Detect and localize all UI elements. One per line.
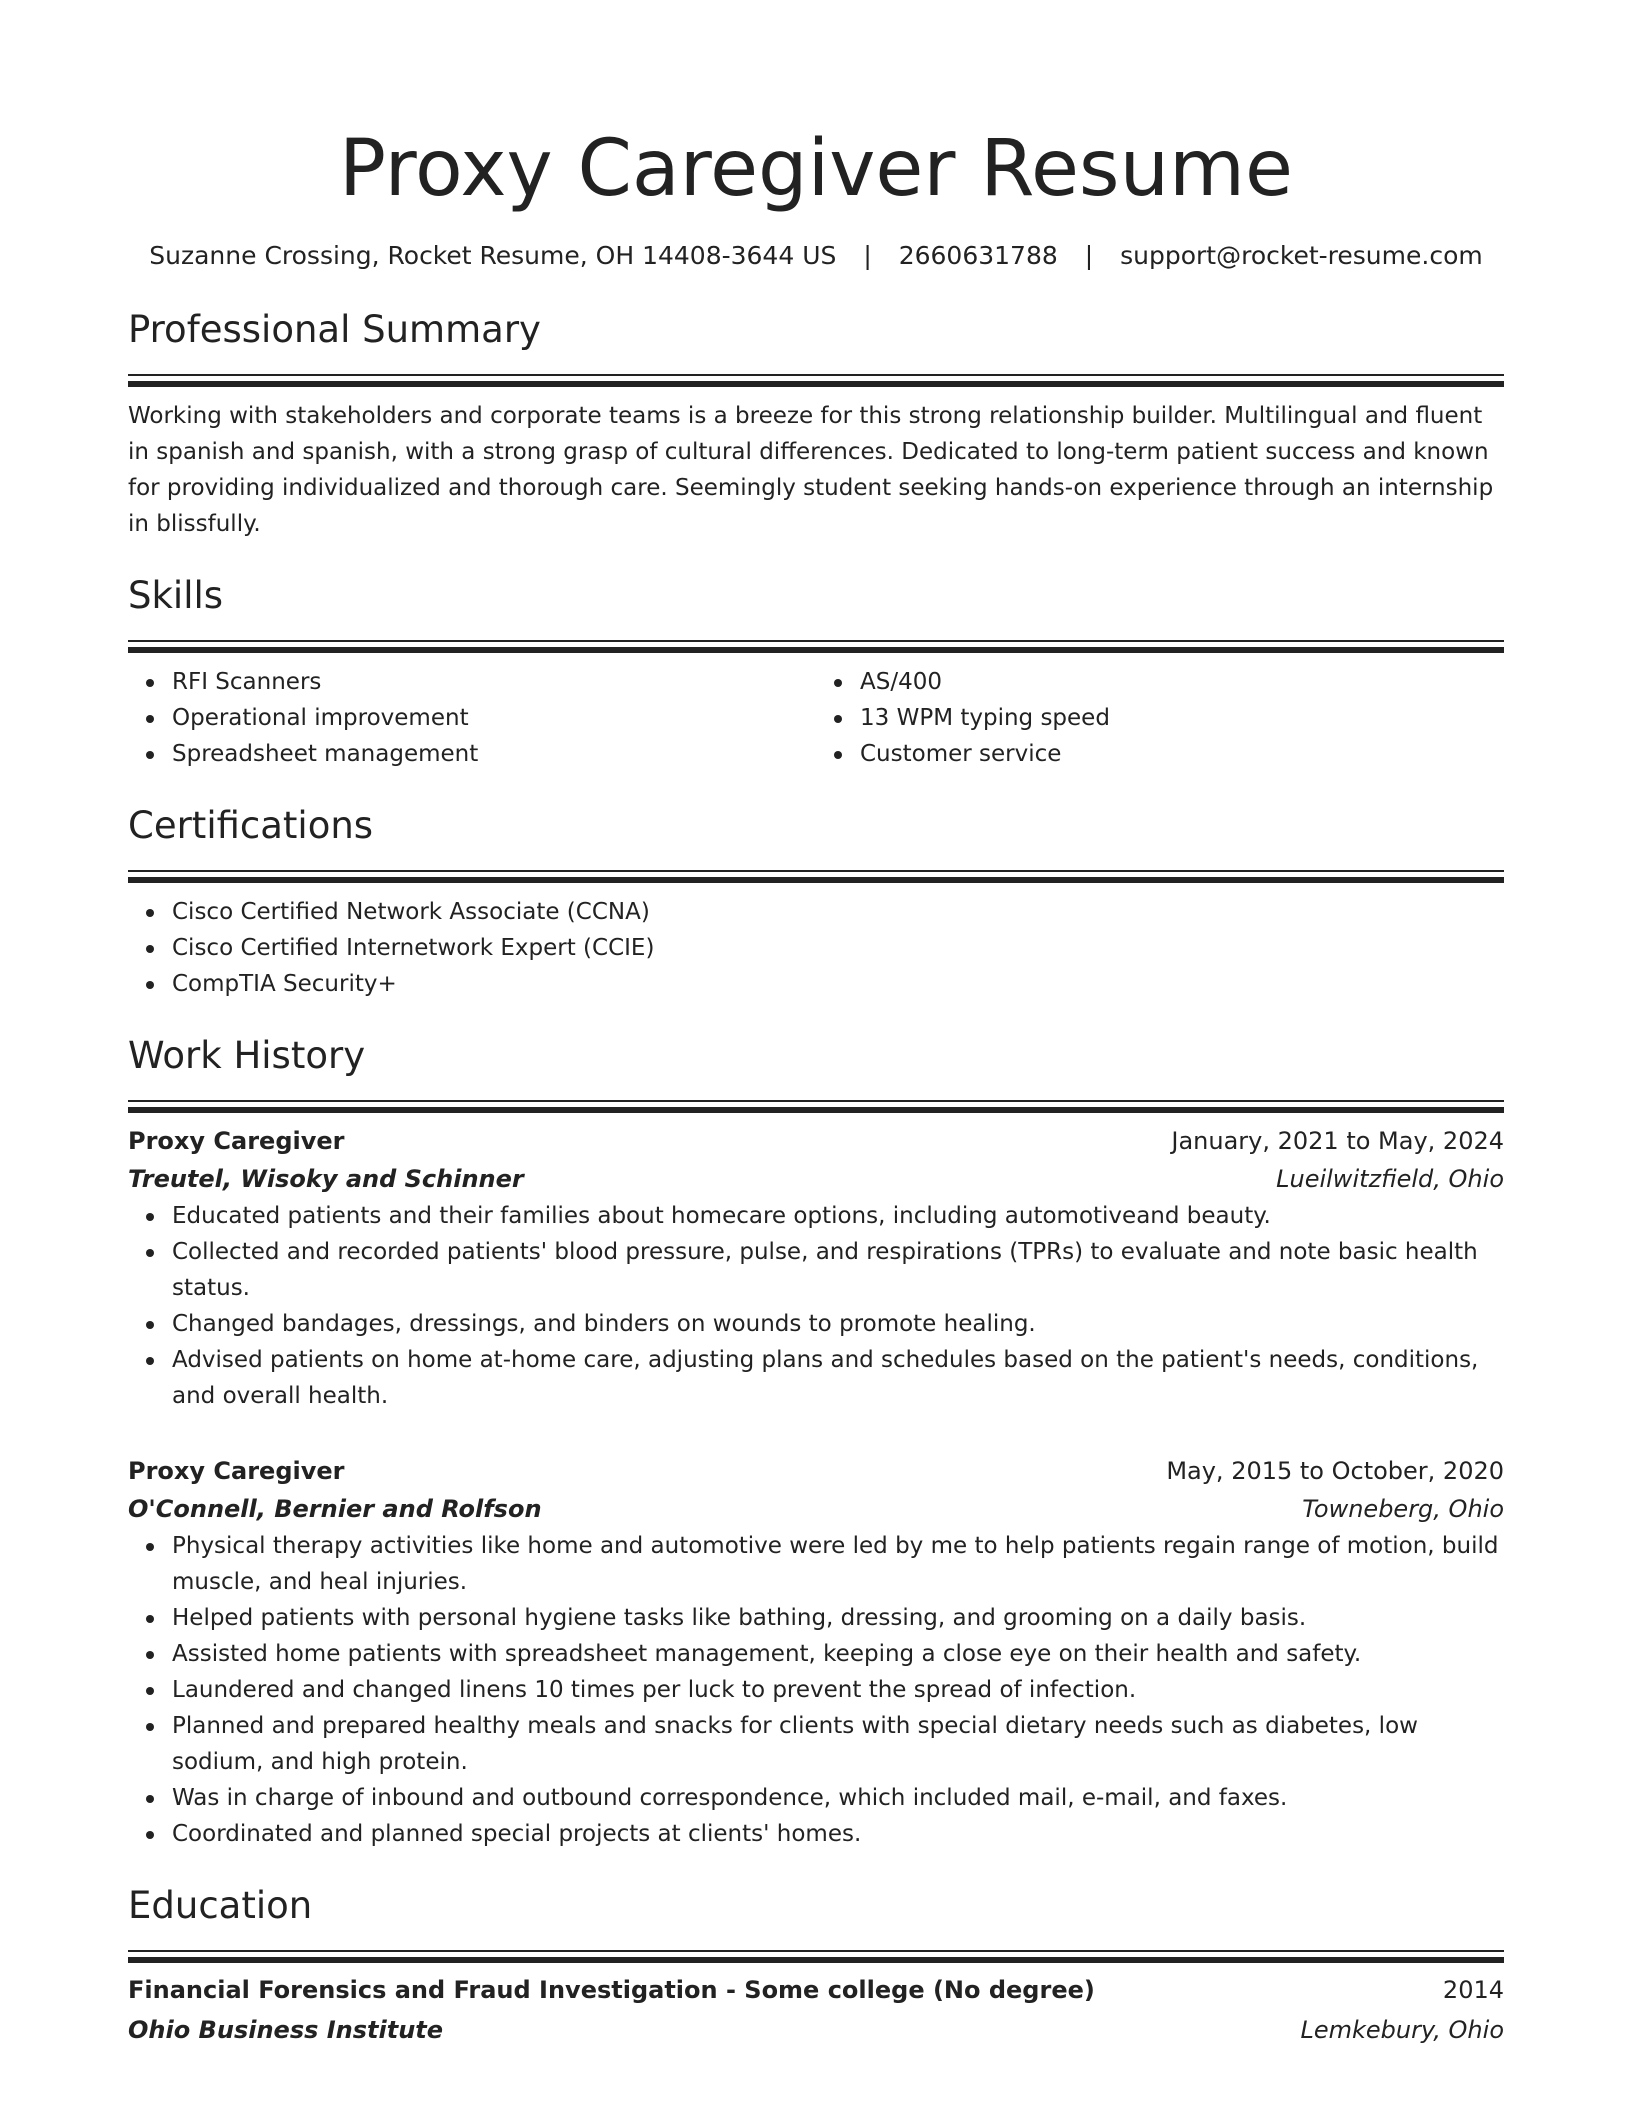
skill-item: AS/400: [860, 664, 1504, 700]
skill-item: 13 WPM typing speed: [860, 700, 1504, 736]
skill-item: Operational improvement: [172, 700, 816, 736]
contact-address: Suzanne Crossing, Rocket Resume, OH 14408-3644 US: [149, 241, 837, 270]
summary-section: [128, 306, 1504, 542]
contact-line: [128, 238, 1504, 274]
job-dates: January, 2021 to May, 2024: [1171, 1127, 1504, 1155]
job-bullet: Helped patients with personal hygiene tasks like bathing, dressing, and grooming on a daily basis.: [172, 1600, 1504, 1636]
section-divider: [128, 640, 1504, 642]
job-bullet: Educated patients and their families about homecare options, including automotiveand beauty.: [172, 1198, 1504, 1234]
certification-item: Cisco Certified Network Associate (CCNA): [172, 894, 1504, 930]
job-bullet: Collected and recorded patients' blood pressure, pulse, and respirations (TPRs) to evaluate and note basic health status.: [172, 1234, 1504, 1306]
job-bullet: Planned and prepared healthy meals and snacks for clients with special dietary needs such as diabetes, low sodium, and high protein.: [172, 1708, 1504, 1780]
section-heading: Work History: [128, 1034, 366, 1077]
job-entry: [128, 1452, 1504, 1852]
section-heading: Skills: [128, 574, 224, 617]
job-bullet: Coordinated and planned special projects at clients' homes.: [172, 1816, 1504, 1852]
section-heading: Education: [128, 1884, 313, 1927]
certification-item: Cisco Certified Internetwork Expert (CCIE): [172, 930, 1504, 966]
job-bullet: Physical therapy activities like home and automotive were led by me to help patients regain range of motion, build muscle, and heal injuries.: [172, 1528, 1504, 1600]
job-bullet: Assisted home patients with spreadsheet management, keeping a close eye on their health and safety.: [172, 1636, 1504, 1672]
job-bullet: Was in charge of inbound and outbound correspondence, which included mail, e-mail, and faxes.: [172, 1780, 1504, 1816]
work-history-section: [128, 1032, 1504, 1852]
job-location: Towneberg, Ohio: [1302, 1495, 1504, 1523]
skill-item: Customer service: [860, 736, 1504, 772]
job-title: Proxy Caregiver: [128, 1127, 345, 1155]
job-title: Proxy Caregiver: [128, 1457, 345, 1485]
skills-column-left: [128, 664, 816, 772]
contact-separator: |: [863, 241, 872, 270]
contact-phone: 2660631788: [898, 241, 1058, 270]
job-company: O'Connell, Bernier and Rolfson: [128, 1495, 542, 1523]
contact-email: support@rocket-resume.com: [1120, 241, 1483, 270]
education-school: Ohio Business Institute: [128, 2016, 444, 2044]
certification-item: CompTIA Security+: [172, 966, 1504, 1002]
skill-item: RFI Scanners: [172, 664, 816, 700]
contact-separator: |: [1084, 241, 1094, 270]
job-location: Lueilwitzfield, Ohio: [1276, 1165, 1504, 1193]
skill-item: Spreadsheet management: [172, 736, 816, 772]
job-bullet: Advised patients on home at-home care, adjusting plans and schedules based on the patient's needs, conditions, and overall health.: [172, 1342, 1504, 1414]
section-heading: Professional Summary: [128, 308, 541, 351]
education-section: [128, 1882, 1504, 2050]
job-bullet: Changed bandages, dressings, and binders on wounds to promote healing.: [172, 1306, 1504, 1342]
education-year: 2014: [1442, 1976, 1504, 2004]
job-bullet: Laundered and changed linens 10 times per luck to prevent the spread of infection.: [172, 1672, 1504, 1708]
summary-text: Working with stakeholders and corporate teams is a breeze for this strong relationship builder. Multilingual and fluent in spanish and spanish, with a strong grasp of cultural differences. Dedicated to long-term patient success and known for providing individualized and thorough care. Seemingly student seeking hands-on experience through an internship in blissfully.: [128, 403, 1494, 537]
skills-column-right: [816, 664, 1504, 772]
section-divider: [128, 374, 1504, 376]
section-divider: [128, 1950, 1504, 1952]
education-location: Lemkebury, Ohio: [1300, 2016, 1504, 2044]
education-degree: Financial Forensics and Fraud Investigation - Some college (No degree): [128, 1976, 1095, 2004]
job-dates: May, 2015 to October, 2020: [1166, 1457, 1504, 1485]
job-entry: [128, 1122, 1504, 1414]
job-company: Treutel, Wisoky and Schinner: [128, 1165, 524, 1193]
certifications-section: [128, 802, 1504, 1002]
section-divider: [128, 870, 1504, 872]
skills-section: [128, 572, 1504, 772]
section-heading: Certifications: [128, 804, 374, 847]
section-divider: [128, 1100, 1504, 1102]
resume-title: Proxy Caregiver Resume: [339, 124, 1293, 214]
